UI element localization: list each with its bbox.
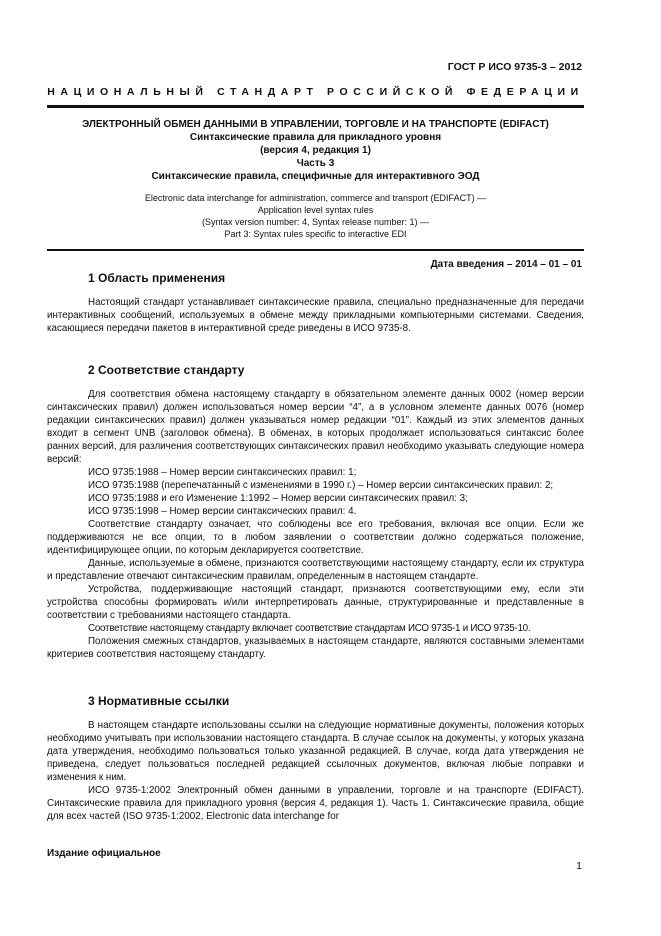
section-2-body bbox=[47, 388, 584, 661]
paragraph: Положения смежных стандартов, указываемых в настоящем стандарте, являются составными элементами критериев соответствия настоящему стандарту. bbox=[47, 636, 584, 660]
section-1-body bbox=[47, 296, 584, 335]
page-number: 1 bbox=[576, 860, 582, 872]
paragraph: ИСО 9735:1988 – Номер версии синтаксических правил: 1; bbox=[88, 467, 357, 478]
paragraph: Устройства, поддерживающие настоящий стандарт, признаются соответствующими ему, если эти устройства способны формировать и/или интерпретировать данные, структурированные и представленные в соответствии с требованиями настоящего стандарта. bbox=[47, 584, 584, 621]
title-rule bbox=[47, 249, 584, 251]
paragraph: Данные, используемые в обмене, признаются соответствующими настоящему стандарту, если их структура и представление отвечают синтаксическим правилам, определенным в настоящем стандарте. bbox=[47, 558, 584, 582]
paragraph: ИСО 9735:1998 – Номер версии синтаксических правил: 4. bbox=[88, 506, 357, 517]
paragraph: Для соответствия обмена настоящему стандарту в обязательном элементе данных 0002 (номер версии синтаксических правил) должен использоваться номер версии “4”, а в условном элементе данных 0076 (номер редакции синтаксических правил) должен указываться номер редакции “01”. Каждый из этих элементов данных входит в сегмент UNB (заголовок обмена). В обменах, в которых продолжает использоваться синтаксис более ранних версий, для различения соответствующих синтаксических правил необходимо указывать следующие номера версий: bbox=[47, 389, 584, 465]
english-title bbox=[47, 192, 584, 240]
paragraph: ИСО 9735:1988 (перепечатанный с изменениями в 1990 г.) – Номер версии синтаксических правил: 2; bbox=[88, 480, 554, 491]
national-standard-banner: НАЦИОНАЛЬНЫЙ СТАНДАРТ РОССИЙСКОЙ ФЕДЕРАЦИИ bbox=[47, 86, 584, 98]
introduction-date: Дата введения – 2014 – 01 – 01 bbox=[430, 259, 582, 270]
paragraph: ИСО 9735:1988 и его Изменение 1:1992 – Номер версии синтаксических правил: 3; bbox=[88, 493, 468, 504]
section-1-heading: 1 Область применения bbox=[88, 271, 226, 285]
title-line-1: ЭЛЕКТРОННЫЙ ОБМЕН ДАННЫМИ В УПРАВЛЕНИИ, ТОРГОВЛЕ И НА ТРАНСПОРТЕ (EDIFACT) bbox=[82, 119, 549, 130]
english-title-line-2: Application level syntax rules bbox=[257, 205, 374, 215]
title-line-4: Часть 3 bbox=[296, 158, 335, 169]
section-2-heading: 2 Соответствие стандарту bbox=[88, 363, 245, 377]
section-3-heading: 3 Нормативные ссылки bbox=[88, 694, 230, 708]
paragraph: ИСО 9735-1:2002 Электронный обмен данными в управлении, торговле и на транспорте (EDIFACT). Синтаксические правила для прикладного уровня (версия 4, редакция 1). Часть 1. Синтаксические правила, общие для всех частей (ISO 9735-1:2002, Electronic data interchange for bbox=[47, 785, 584, 822]
paragraph: Соответствие настоящему стандарту включает соответствие стандартам ИСО 9735-1 и ИСО 9735-10. bbox=[88, 623, 531, 634]
section-3-body bbox=[47, 719, 584, 823]
title-line-3: (версия 4, редакция 1) bbox=[260, 145, 371, 156]
header-rule bbox=[47, 105, 584, 108]
official-edition-label: Издание официальное bbox=[47, 848, 161, 859]
title-line-5: Синтаксические правила, специфичные для интерактивного ЭОД bbox=[151, 171, 480, 182]
english-title-line-1: Electronic data interchange for administration, commerce and transport (EDIFACT) — bbox=[144, 193, 487, 203]
paragraph: В настоящем стандарте использованы ссылки на следующие нормативные документы, положения которых необходимо учитывать при использовании настоящего стандарта. В случае ссылок на документы, у которых указана дата утверждения, необходимо пользоваться только указанной редакцией. В случае, когда дата утверждения не приведена, следует пользоваться последней редакцией ссылочных документов, включая любые поправки и изменения к ним. bbox=[47, 720, 584, 783]
english-title-line-3: (Syntax version number: 4, Syntax release number: 1) — bbox=[201, 217, 430, 227]
paragraph: Настоящий стандарт устанавливает синтаксические правила, специально предназначенные для передачи интерактивных сообщений, используемых в обмене между прикладными компьютерными системами. Сведения, касающиеся передачи пакетов в интерактивной среде риведены в ИСО 9735-8. bbox=[47, 297, 584, 334]
document-number: ГОСТ Р ИСО 9735-3 – 2012 bbox=[447, 61, 582, 73]
document-title bbox=[47, 118, 584, 183]
paragraph: Соответствие стандарту означает, что соблюдены все его требования, включая все опции. Если же поддерживаются не все опции, то в любом заявлении о соответствии должно содержаться положение, идентифицирующее опции, по которым декларируется соответствие. bbox=[47, 519, 584, 556]
title-line-2: Синтаксические правила для прикладного уровня bbox=[189, 132, 442, 143]
english-title-line-4: Part 3: Syntax rules specific to interactive EDI bbox=[224, 229, 407, 239]
